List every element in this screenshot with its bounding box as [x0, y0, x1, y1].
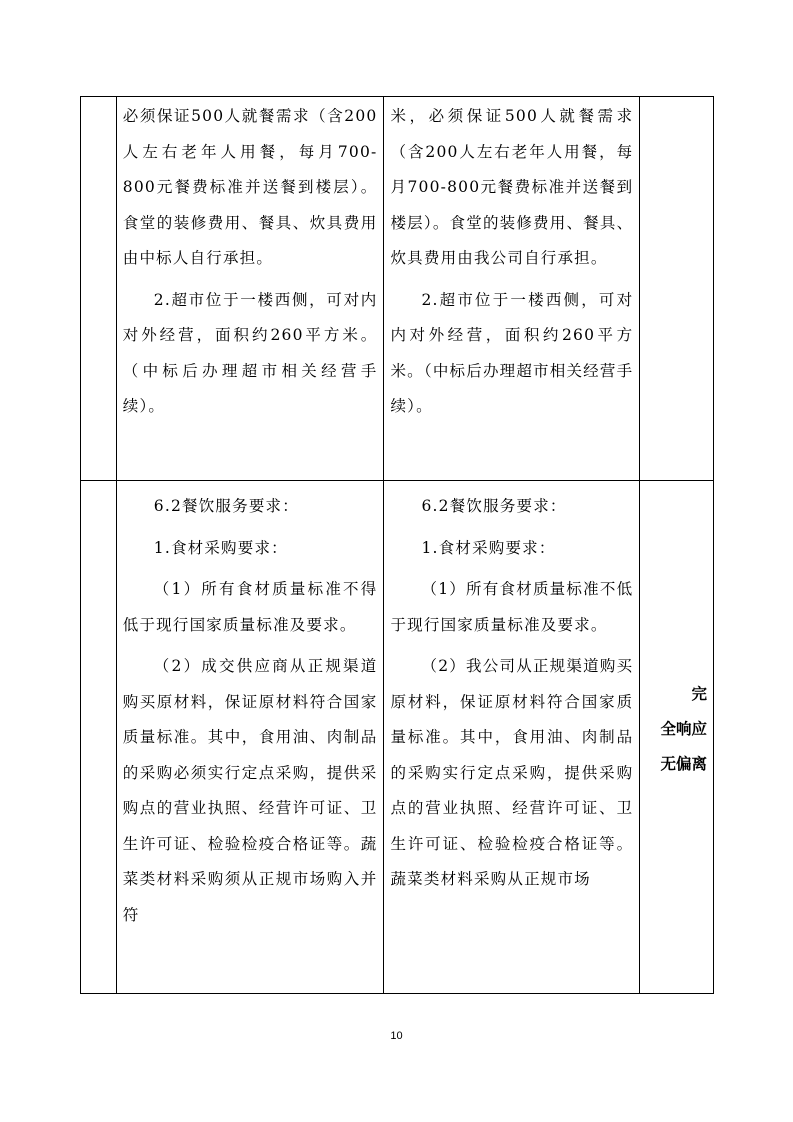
- section-heading: 6.2餐饮服务要求：: [421, 497, 567, 515]
- response-paragraph: （1）所有食材质量标准不低于现行国家质量标准及要求。: [390, 580, 634, 634]
- requirement-cell: [116, 97, 384, 481]
- page-number: 10: [390, 1030, 403, 1042]
- verdict-line: 无偏离: [660, 755, 707, 773]
- index-cell: [81, 97, 117, 481]
- response-paragraph: 米，必须保证500人就餐需求（含200人左右老年人用餐，每月700-800元餐费标准并送餐到楼层）。食堂的装修费用、餐具、炊具费用由我公司自行承担。: [390, 107, 634, 267]
- table-row: [81, 481, 714, 994]
- section-heading: 6.2餐饮服务要求：: [153, 497, 299, 515]
- response-cell: [384, 481, 640, 994]
- requirement-paragraph: （1）所有食材质量标准不得低于现行国家质量标准及要求。: [122, 580, 378, 634]
- verdict-line: 完: [691, 685, 707, 703]
- response-paragraph: （2）我公司从正规渠道购买原材料，保证原材料符合国家质量标准。其中，食用油、肉制品的采购实行定点采购，提供采购点的营业执照、经营许可证、卫生许可证、检验检疫合格证等。蔬菜类材料采购从正规市场: [390, 657, 634, 888]
- subsection-heading: 1.食材采购要求：: [421, 538, 556, 557]
- requirement-paragraph: （2）成交供应商从正规渠道购买原材料，保证原材料符合国家质量标准。其中，食用油、肉制品的采购必须实行定点采购，提供采购点的营业执照、经营许可证、卫生许可证、检验检疫合格证等。蔬菜类材料采购须从正规市场购入并符: [122, 657, 378, 924]
- requirement-paragraph: 必须保证500人就餐需求（含200人左右老年人用餐，每月700-800元餐费标准并送餐到楼层）。食堂的装修费用、餐具、炊具费用由中标人自行承担。: [122, 107, 378, 267]
- verdict-line: 全响应: [660, 720, 707, 738]
- deviation-cell: [640, 481, 714, 994]
- subsection-heading: 1.食材采购要求：: [153, 538, 288, 557]
- requirement-paragraph: 2.超市位于一楼西侧，可对内对外经营，面积约260平方米。（中标后办理超市相关经营手续）。: [122, 290, 378, 415]
- index-cell: [81, 481, 117, 994]
- deviation-verdict: [646, 481, 707, 782]
- table-row: [81, 97, 714, 481]
- requirement-cell: [116, 481, 384, 994]
- deviation-cell: [640, 97, 714, 481]
- response-cell: [384, 97, 640, 481]
- compliance-table: [80, 96, 714, 994]
- response-paragraph: 2.超市位于一楼西侧，可对内对外经营，面积约260平方米。（中标后办理超市相关经营手续）。: [390, 290, 634, 415]
